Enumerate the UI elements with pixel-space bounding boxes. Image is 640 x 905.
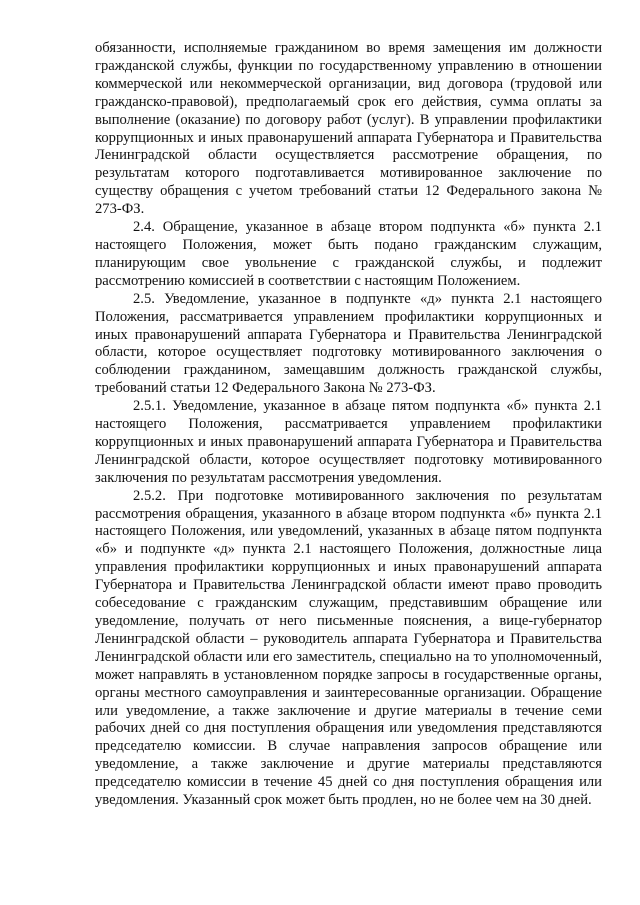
paragraph-2-5-2: 2.5.2. При подготовке мотивированного заключения по результатам рассмотрения обращения, указанного в абзаце втором подпункта «б» пункта 2.1 настоящего Положения, или уведомлений, указанных в абзаце пятом подпункта «б» и подпункте «д» пункта 2.1 настоящего Положения, должностные лица управления профилактики коррупционных и иных правонарушений аппарата Губернатора и Правительства Ленинградской области имеют право проводить собеседование с гражданским служащим, представившим обращение или уведомление, получать от него письменные пояснения, а вице-губернатор Ленинградской области – руководитель аппарата Губернатора и Правительства Ленинградской области или его заместитель, специально на то уполномоченный, может направлять в установленном порядке запросы в государственные органы, органы местного самоуправления и заинтересованные организации. Обращение или уведомление, а также заключение и другие материалы в течение семи рабочих дней со дня поступления обращения или уведомления представляются председателю комиссии. В случае направления запросов обращение или уведомление, а также заключение и другие материалы представляются председателю комиссии в течение 45 дней со дня поступления обращения или уведомления. Указанный срок может быть продлен, но не более чем на 30 дней. — [95, 487, 602, 809]
document-body — [95, 40, 602, 810]
paragraph-2-4: 2.4. Обращение, указанное в абзаце втором подпункта «б» пункта 2.1 настоящего Положения, может быть подано гражданским служащим, планирующим свое увольнение с гражданской службы, и подлежит рассмотрению комиссией в соответствии с настоящим Положением. — [95, 219, 602, 289]
paragraph-continuation: обязанности, исполняемые гражданином во время замещения им должности гражданской службы, функции по государственному управлению в отношении коммерческой или некоммерческой организации, вид договора (трудовой или гражданско-правовой), предполагаемый срок его действия, сумма оплаты за выполнение (оказание) по договору работ (услуг). В управлении профилактики коррупционных и иных правонарушений аппарата Губернатора и Правительства Ленинградской области осуществляется рассмотрение обращения, по результатам которого подготавливается мотивированное заключение по существу обращения с учетом требований статьи 12 Федерального закона № 273-ФЗ. — [95, 40, 602, 218]
paragraph-2-5-1: 2.5.1. Уведомление, указанное в абзаце пятом подпункта «б» пункта 2.1 настоящего Положения, рассматривается управлением профилактики коррупционных и иных правонарушений аппарата Губернатора и Правительства Ленинградской области, которое осуществляет подготовку мотивированного заключения по результатам рассмотрения уведомления. — [95, 398, 602, 486]
paragraph-2-5: 2.5. Уведомление, указанное в подпункте «д» пункта 2.1 настоящего Положения, рассматривается управлением профилактики коррупционных и иных правонарушений аппарата Губернатора и Правительства Ленинградской области, которое осуществляет подготовку мотивированного заключения о соблюдении гражданином, замещавшим должность гражданской службы, требований статьи 12 Федерального Закона № 273-ФЗ. — [95, 290, 602, 397]
